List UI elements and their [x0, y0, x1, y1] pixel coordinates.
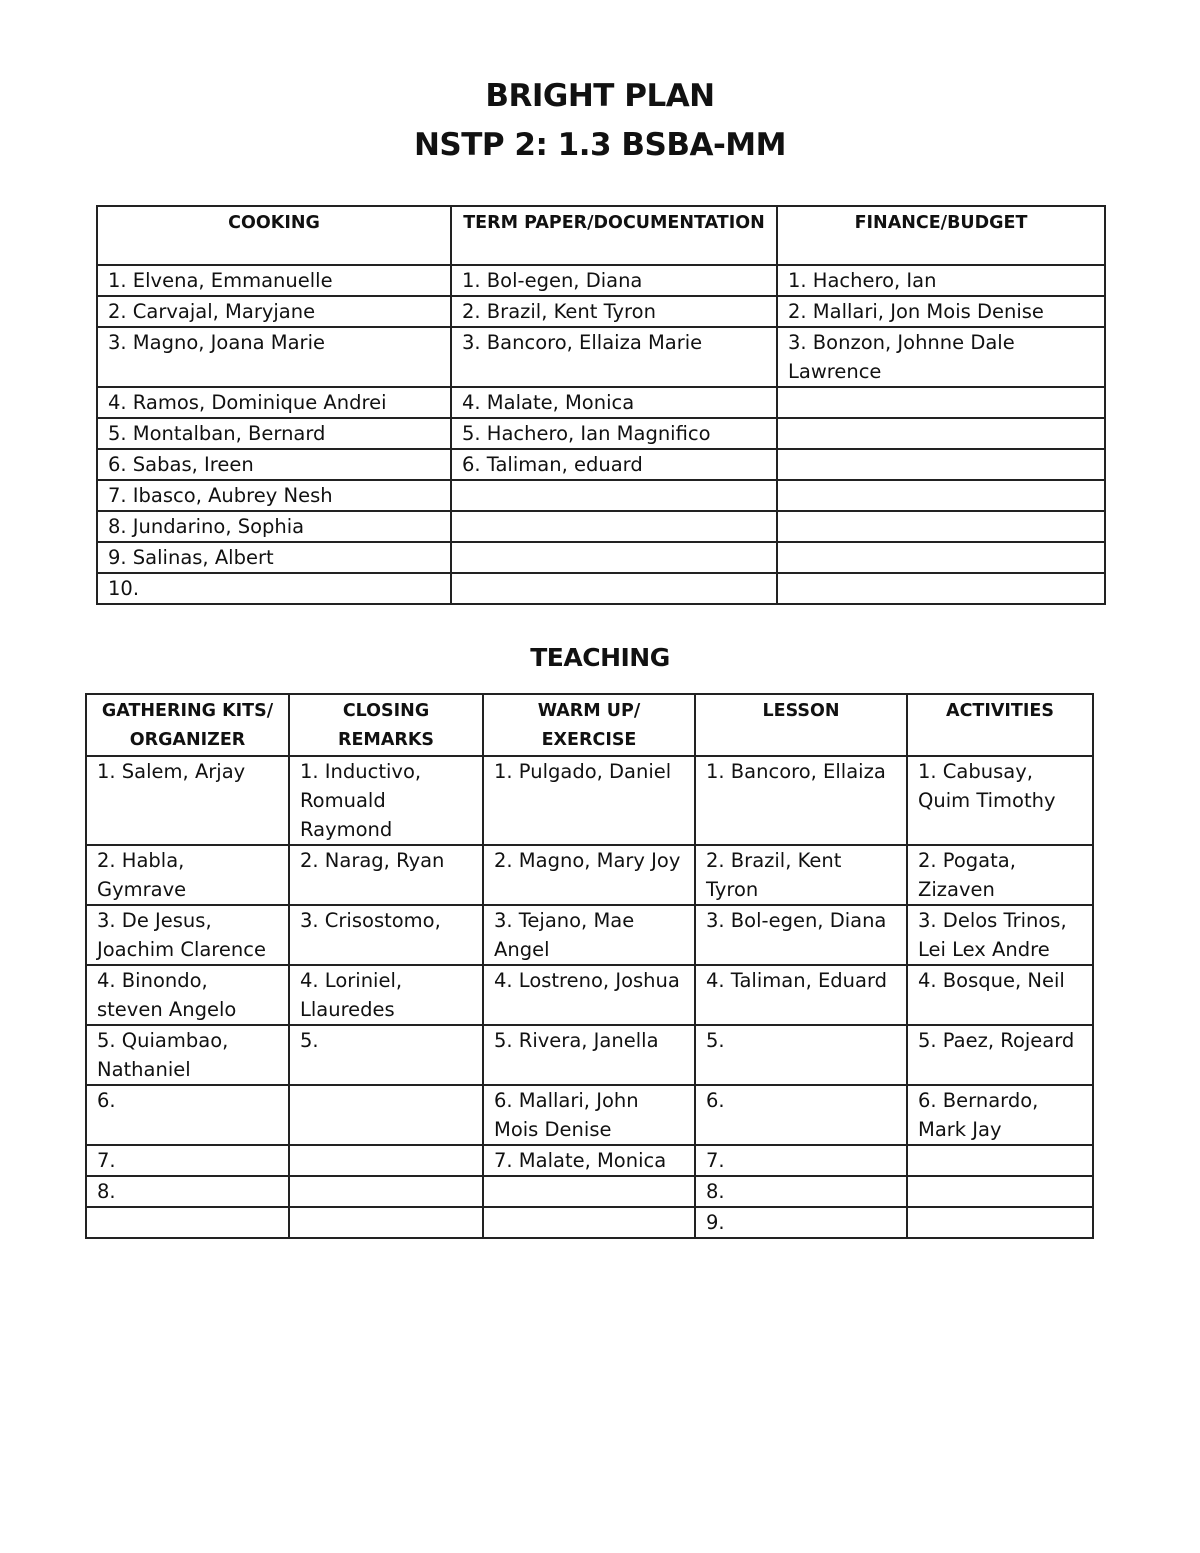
table-row — [86, 1145, 1093, 1176]
table-cell: 5. Quiambao, Nathaniel — [86, 1025, 289, 1085]
table-cell — [907, 1207, 1093, 1238]
table-cell: 2. Habla, Gymrave — [86, 845, 289, 905]
page-title: BRIGHT PLAN — [485, 78, 715, 114]
table-cell: 1. Salem, Arjay — [86, 756, 289, 845]
table-cell: 9. — [695, 1207, 907, 1238]
table-row — [97, 418, 1105, 449]
table-cell: 5. — [289, 1025, 483, 1085]
table-cell: 7. Malate, Monica — [483, 1145, 695, 1176]
table-cell: 3. Bonzon, Johnne Dale Lawrence — [777, 327, 1105, 387]
table-cell: 2. Pogata, Zizaven — [907, 845, 1093, 905]
table-cell: 6. Taliman, eduard — [451, 449, 777, 480]
table-cell: 3. Tejano, Mae Angel — [483, 905, 695, 965]
column-header: TERM PAPER/DOCUMENTATION — [451, 206, 777, 265]
table-cell — [483, 1176, 695, 1207]
table-cell: 1. Bol-egen, Diana — [451, 265, 777, 296]
table-cell: 5. Paez, Rojeard — [907, 1025, 1093, 1085]
table-cell: 3. Magno, Joana Marie — [97, 327, 451, 387]
table-cell: 7. — [86, 1145, 289, 1176]
table-cell: 6. Mallari, John Mois Denise — [483, 1085, 695, 1145]
table-cell: 6. — [695, 1085, 907, 1145]
committee-table — [96, 205, 1106, 605]
table-cell — [289, 1145, 483, 1176]
table-cell: 2. Magno, Mary Joy — [483, 845, 695, 905]
table-cell — [777, 387, 1105, 418]
table-cell: 6. — [86, 1085, 289, 1145]
column-header: COOKING — [97, 206, 451, 265]
table-row — [97, 296, 1105, 327]
table-header-row — [97, 206, 1105, 265]
table-cell — [451, 511, 777, 542]
table-cell — [289, 1085, 483, 1145]
column-header: WARM UP/ EXERCISE — [483, 694, 695, 756]
table-cell — [777, 449, 1105, 480]
table-cell: 3. Bancoro, Ellaiza Marie — [451, 327, 777, 387]
table-cell — [777, 480, 1105, 511]
table-row — [97, 265, 1105, 296]
column-header: LESSON — [695, 694, 907, 756]
table-row — [86, 965, 1093, 1025]
table-cell: 3. Delos Trinos, Lei Lex Andre — [907, 905, 1093, 965]
table-cell: 1. Hachero, Ian — [777, 265, 1105, 296]
table-row — [97, 387, 1105, 418]
table-cell — [451, 542, 777, 573]
table-row — [86, 1207, 1093, 1238]
table-cell — [907, 1145, 1093, 1176]
table-header-row — [86, 694, 1093, 756]
table-cell: 7. Ibasco, Aubrey Nesh — [97, 480, 451, 511]
column-header: CLOSING REMARKS — [289, 694, 483, 756]
table-row — [97, 573, 1105, 604]
table-cell: 8. Jundarino, Sophia — [97, 511, 451, 542]
column-header: FINANCE/BUDGET — [777, 206, 1105, 265]
table-cell: 4. Bosque, Neil — [907, 965, 1093, 1025]
table-cell: 8. — [695, 1176, 907, 1207]
table-row — [97, 542, 1105, 573]
table-cell: 5. — [695, 1025, 907, 1085]
table-cell: 4. Malate, Monica — [451, 387, 777, 418]
table-cell: 2. Brazil, Kent Tyron — [695, 845, 907, 905]
table-cell: 1. Pulgado, Daniel — [483, 756, 695, 845]
table-cell: 1. Bancoro, Ellaiza — [695, 756, 907, 845]
table-cell: 4. Loriniel, Llauredes — [289, 965, 483, 1025]
table-cell: 2. Carvajal, Maryjane — [97, 296, 451, 327]
table-cell: 5. Montalban, Bernard — [97, 418, 451, 449]
table-cell: 3. De Jesus, Joachim Clarence — [86, 905, 289, 965]
table-cell: 2. Mallari, Jon Mois Denise — [777, 296, 1105, 327]
column-header: ACTIVITIES — [907, 694, 1093, 756]
teaching-table — [85, 693, 1094, 1239]
table-cell: 6. Sabas, Ireen — [97, 449, 451, 480]
table-row — [97, 449, 1105, 480]
table-cell: 9. Salinas, Albert — [97, 542, 451, 573]
table-cell — [483, 1207, 695, 1238]
table-row — [86, 1025, 1093, 1085]
table-cell — [451, 573, 777, 604]
table-cell: 3. Crisostomo, — [289, 905, 483, 965]
table-cell: 10. — [97, 573, 451, 604]
table-cell: 1. Elvena, Emmanuelle — [97, 265, 451, 296]
table-cell — [907, 1176, 1093, 1207]
table-cell: 1. Cabusay, Quim Timothy — [907, 756, 1093, 845]
table-cell: 4. Lostreno, Joshua — [483, 965, 695, 1025]
table-cell: 6. Bernardo, Mark Jay — [907, 1085, 1093, 1145]
table-cell — [777, 542, 1105, 573]
table-cell — [777, 418, 1105, 449]
table-cell — [86, 1207, 289, 1238]
table-row — [97, 327, 1105, 387]
section-title-teaching: TEACHING — [530, 643, 670, 672]
column-header: GATHERING KITS/ ORGANIZER — [86, 694, 289, 756]
table-cell — [451, 480, 777, 511]
table-row — [97, 480, 1105, 511]
table-cell: 2. Narag, Ryan — [289, 845, 483, 905]
table-row — [86, 1085, 1093, 1145]
table-cell — [289, 1207, 483, 1238]
table-cell: 5. Hachero, Ian Magnifico — [451, 418, 777, 449]
table-cell — [777, 573, 1105, 604]
table-row — [86, 1176, 1093, 1207]
table-row — [86, 905, 1093, 965]
table-cell: 4. Binondo, steven Angelo — [86, 965, 289, 1025]
table-cell: 1. Inductivo, Romuald Raymond — [289, 756, 483, 845]
table-cell: 3. Bol-egen, Diana — [695, 905, 907, 965]
table-row — [97, 511, 1105, 542]
table-cell: 7. — [695, 1145, 907, 1176]
table-cell — [777, 511, 1105, 542]
page-subtitle: NSTP 2: 1.3 BSBA-MM — [413, 127, 787, 163]
table-cell: 4. Ramos, Dominique Andrei — [97, 387, 451, 418]
table-cell: 5. Rivera, Janella — [483, 1025, 695, 1085]
table-cell: 4. Taliman, Eduard — [695, 965, 907, 1025]
table-cell: 2. Brazil, Kent Tyron — [451, 296, 777, 327]
table-cell: 8. — [86, 1176, 289, 1207]
table-cell — [289, 1176, 483, 1207]
table-row — [86, 845, 1093, 905]
table-row — [86, 756, 1093, 845]
